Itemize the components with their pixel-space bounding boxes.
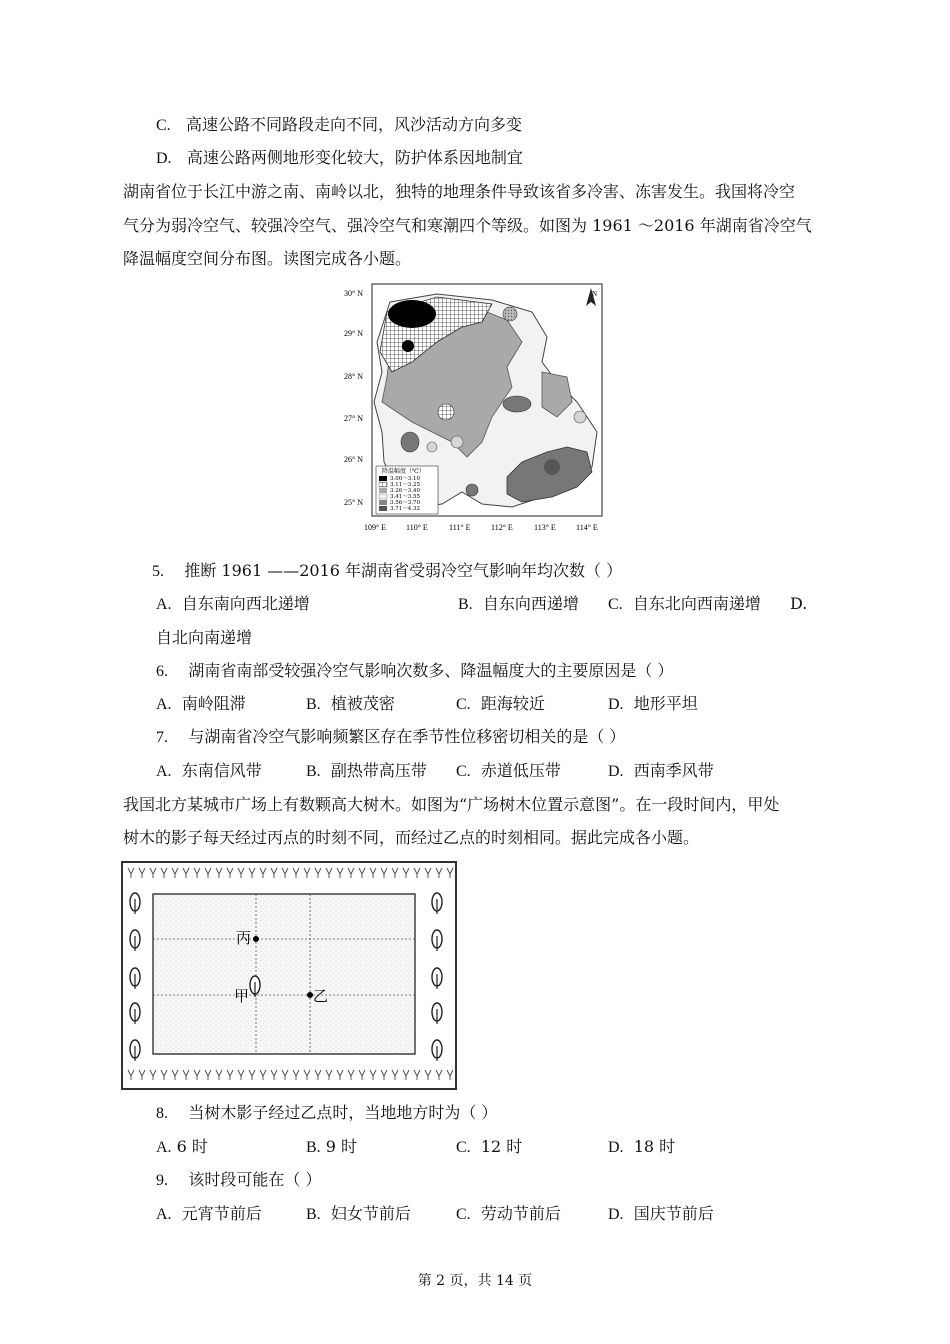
q6-stem: 6. 湖南省南部受较强冷空气影响次数多、降温幅度大的主要原因是（ ） (156, 661, 674, 680)
lon-label: 109° E (364, 523, 387, 532)
lon-label: 112° E (491, 523, 513, 532)
lat-label: 28° N (344, 372, 363, 381)
svg-text:3.00～3.10: 3.00～3.10 (390, 476, 420, 482)
q6-option-c[interactable]: C. 距海较近 (456, 694, 545, 713)
label-bing: 丙 (236, 929, 252, 947)
intro2-line-1: 我国北方某城市广场上有数颗高大树木。如图为“广场树木位置示意图”。在一段时间内，甲处 (123, 795, 780, 814)
q9-option-c[interactable]: C. 劳动节前后 (456, 1204, 561, 1223)
lon-label: 113° E (534, 523, 556, 532)
hunan-cooling-map (342, 282, 612, 534)
q5-option-c[interactable]: C. 自东北向西南递增 (608, 594, 761, 613)
q6-option-d[interactable]: D. 地形平坦 (608, 694, 698, 713)
svg-text:N: N (592, 290, 598, 298)
svg-text:3.11～3.25: 3.11～3.25 (390, 482, 420, 488)
svg-text:3.26～3.40: 3.26～3.40 (390, 488, 420, 494)
map-legend (376, 466, 438, 514)
option-c-prev: C. 高速公路不同路段走向不同，风沙活动方向多变 (156, 115, 522, 134)
q7-option-c[interactable]: C. 赤道低压带 (456, 761, 561, 780)
svg-text:3.56～3.70: 3.56～3.70 (390, 500, 420, 506)
svg-text:3.41～3.55: 3.41～3.55 (390, 494, 420, 500)
option-d-prev: D. 高速公路两侧地形变化较大，防护体系因地制宜 (156, 148, 523, 167)
lat-label: 27° N (344, 414, 363, 423)
q9-option-b[interactable]: B. 妇女节前后 (306, 1204, 411, 1223)
intro1-line-2: 气分为弱冷空气、较强冷空气、强冷空气和寒潮四个等级。如图为 1961 ～2016 年湖南省冷空气 (123, 216, 812, 235)
q6-option-a[interactable]: A. 南岭阻滞 (156, 694, 246, 713)
q9-option-d[interactable]: D. 国庆节前后 (608, 1204, 714, 1223)
q5-stem: 5. 推断 1961 ——2016 年湖南省受弱冷空气影响年均次数（ ） (152, 561, 623, 580)
q7-stem: 7. 与湖南省冷空气影响频繁区存在季节性位移密切相关的是（ ） (156, 727, 626, 746)
svg-text:降温幅度（℃）: 降温幅度（℃） (382, 468, 425, 475)
q7-option-b[interactable]: B. 副热带高压带 (306, 761, 427, 780)
q5-option-b[interactable]: B. 自东向西递增 (458, 594, 579, 613)
q5-option-d-text[interactable]: 自北向南递增 (156, 628, 253, 647)
q9-option-a[interactable]: A. 元宵节前后 (156, 1204, 262, 1223)
lat-label: 25° N (344, 498, 363, 507)
label-yi: 乙 (313, 987, 329, 1005)
intro1-line-1: 湖南省位于长江中游之南、南岭以北，独特的地理条件导致该省多冷害、冻害发生。我国将冷空 (123, 182, 796, 201)
lat-label: 29° N (344, 329, 363, 338)
lat-label: 26° N (344, 455, 363, 464)
q9-stem: 9. 该时段可能在（ ） (156, 1170, 322, 1189)
svg-text:3.71～4.32: 3.71～4.32 (390, 506, 420, 512)
q8-option-b[interactable]: B. 9 时 (306, 1137, 358, 1156)
lon-label: 110° E (406, 523, 428, 532)
point-bing (253, 936, 259, 942)
q8-option-c[interactable]: C. 12 时 (456, 1137, 523, 1156)
q5-option-a[interactable]: A. 自东南向西北递增 (156, 594, 310, 613)
intro1-line-3: 降温幅度空间分布图。读图完成各小题。 (123, 249, 412, 268)
lon-label: 114° E (576, 523, 598, 532)
intro2-line-2: 树木的影子每天经过丙点的时刻不同，而经过乙点的时刻相同。据此完成各小题。 (123, 828, 700, 847)
q6-option-b[interactable]: B. 植被茂密 (306, 694, 395, 713)
q5-option-d-letter[interactable]: D. (790, 594, 808, 613)
lon-label: 111° E (449, 523, 471, 532)
q8-stem: 8. 当树木影子经过乙点时，当地地方时为（ ） (156, 1103, 498, 1122)
square-tree-diagram (120, 860, 458, 1091)
q8-option-a[interactable]: A. 6 时 (156, 1137, 208, 1156)
page-footer: 第 2 页，共 14 页 (417, 1273, 533, 1289)
label-jia: 甲 (234, 987, 250, 1005)
q8-option-d[interactable]: D. 18 时 (608, 1137, 676, 1156)
q7-option-d[interactable]: D. 西南季风带 (608, 761, 714, 780)
q7-option-a[interactable]: A. 东南信风带 (156, 761, 262, 780)
lat-label: 30° N (344, 289, 363, 298)
